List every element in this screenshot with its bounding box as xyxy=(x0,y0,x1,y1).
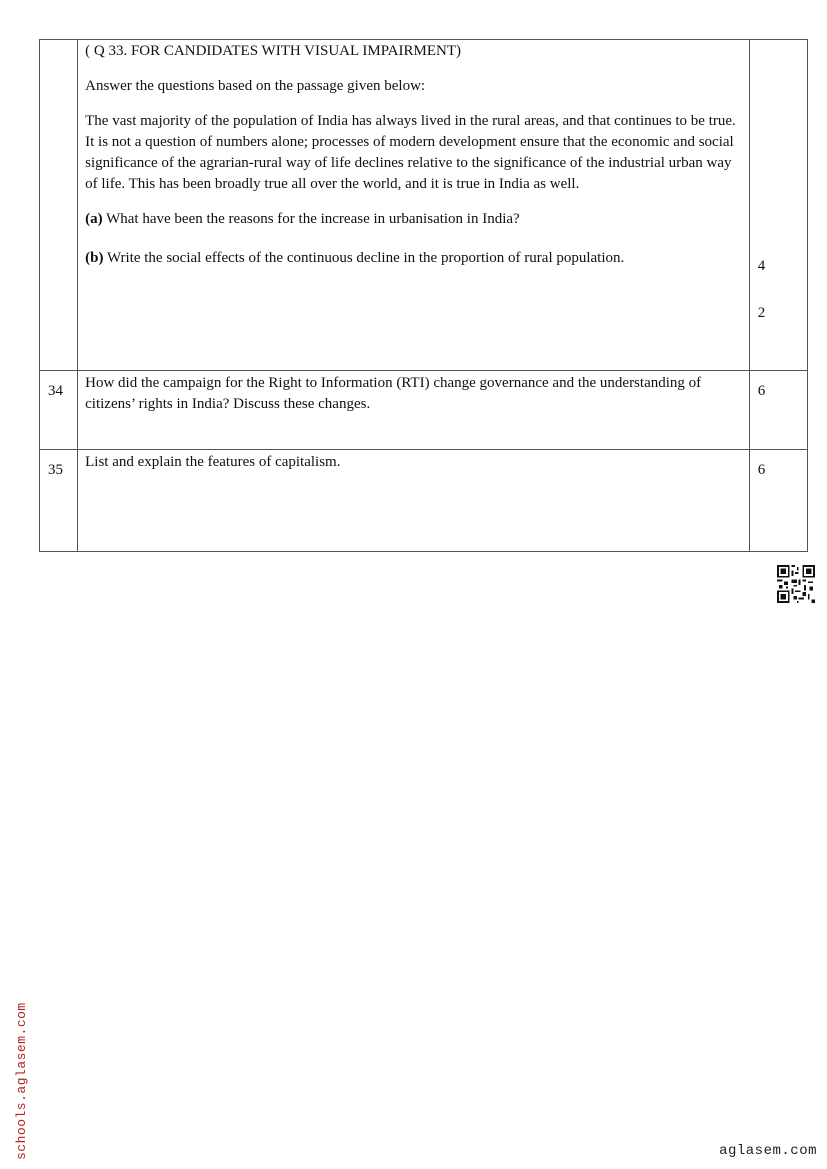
question-row-34 xyxy=(40,371,808,450)
marks-cell xyxy=(749,40,807,371)
marks-cell: 6 xyxy=(749,371,807,450)
question-text-cell xyxy=(78,450,750,552)
sub-question-a xyxy=(85,209,741,230)
sub-question-text: Write the social effects of the continuous decline in the proportion of rural population. xyxy=(103,250,625,266)
question-instruction: Answer the questions based on the passage given below: xyxy=(85,78,426,94)
question-passage: The vast majority of the population of India has always lived in the rural areas, and that continues to be true. It is not a question of numbers alone; processes of modern development ensure that the economic and social significance of the agrarian-rural way of life declines relative to the significance of the industrial urban way of life. This has been broadly true all over the world, and it is true in India as well. xyxy=(85,113,736,192)
question-text-cell xyxy=(78,371,750,450)
sub-question-label: (a) xyxy=(85,211,103,227)
marks-b: 2 xyxy=(757,305,766,321)
question-text-cell xyxy=(78,40,750,371)
sub-question-b xyxy=(85,248,741,269)
question-number-cell: 35 xyxy=(40,450,78,552)
sub-question-label: (b) xyxy=(85,250,104,266)
footer-watermark: aglasem.com xyxy=(719,1143,817,1159)
sub-question-text: What have been the reasons for the increase in urbanisation in India? xyxy=(102,211,520,227)
qr-code-icon xyxy=(777,565,815,603)
marks-a: 4 xyxy=(757,258,766,274)
question-number-cell: 34 xyxy=(40,371,78,450)
side-watermark: schools.aglasem.com xyxy=(14,1002,29,1160)
question-table xyxy=(39,39,808,552)
question-row-33 xyxy=(40,40,808,371)
question-text: How did the campaign for the Right to Information (RTI) change governance and the understanding of citizens’ rights in India? Discuss these changes. xyxy=(85,375,702,412)
question-number-cell xyxy=(40,40,78,371)
question-header: ( Q 33. FOR CANDIDATES WITH VISUAL IMPAIRMENT) xyxy=(85,43,461,59)
question-row-35 xyxy=(40,450,808,552)
marks-cell: 6 xyxy=(749,450,807,552)
question-text: List and explain the features of capitalism. xyxy=(85,454,341,470)
